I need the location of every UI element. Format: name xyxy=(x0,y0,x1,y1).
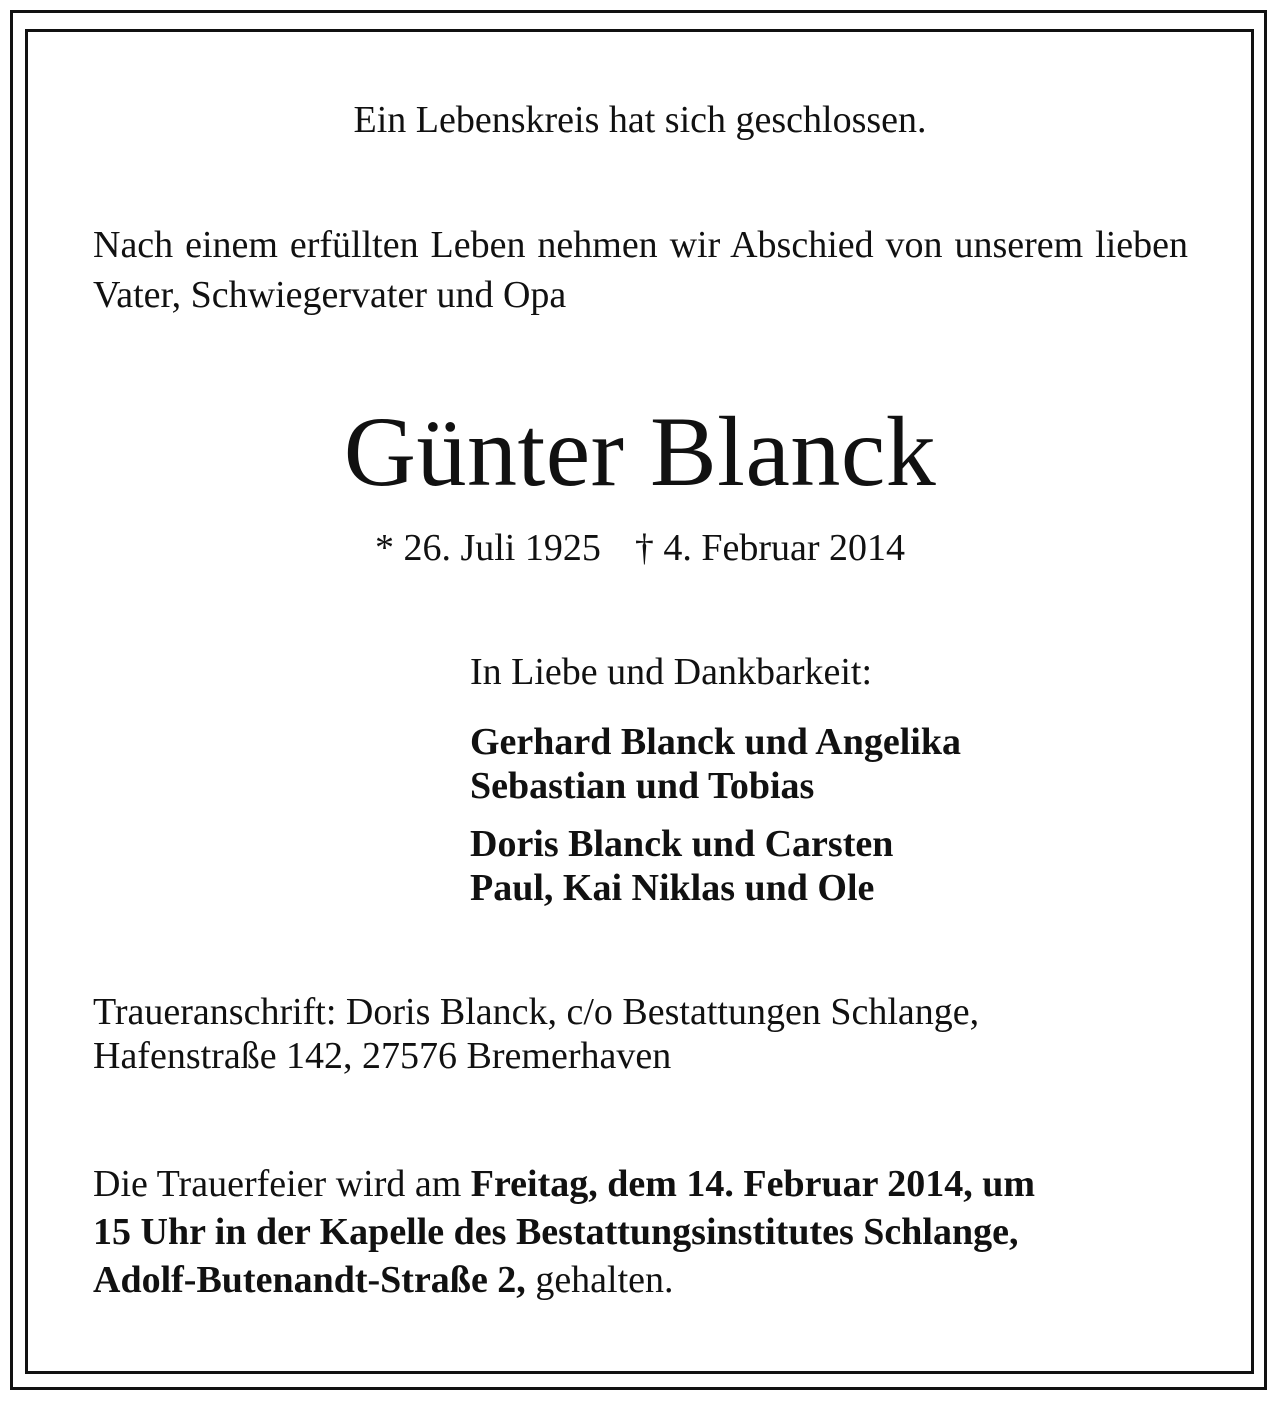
family-group-1 xyxy=(470,720,961,808)
ceremony-notice xyxy=(93,1160,1035,1304)
ceremony-location: Adolf-Butenandt-Straße 2, xyxy=(93,1259,526,1301)
family-line: Paul, Kai Niklas und Ole xyxy=(470,867,875,909)
motto: Ein Lebenskreis hat sich geschlossen. xyxy=(353,99,927,141)
thanks-line: In Liebe und Dankbarkeit: xyxy=(470,651,873,693)
death-date: † 4. Februar 2014 xyxy=(634,527,906,569)
ceremony-line-1 xyxy=(93,1160,1035,1208)
family-line: Sebastian und Tobias xyxy=(470,765,815,807)
ceremony-text: gehalten. xyxy=(525,1259,674,1301)
ceremony-line-3 xyxy=(93,1256,1035,1304)
ceremony-line-2: 15 Uhr in der Kapelle des Bestattungsinstitutes Schlange, xyxy=(93,1211,1019,1253)
birth-date: * 26. Juli 1925 xyxy=(374,527,601,569)
family-line: Gerhard Blanck und Angelika xyxy=(470,721,961,763)
address-line: Traueranschrift: Doris Blanck, c/o Bestattungen Schlange, xyxy=(93,991,980,1033)
life-dates xyxy=(0,524,1280,572)
mourning-address xyxy=(93,990,979,1078)
ceremony-date: Freitag, dem 14. Februar 2014, um xyxy=(470,1163,1036,1205)
family-group-2 xyxy=(470,822,893,910)
intro-text: Nach einem erfüllten Leben nehmen wir Abschied von unserem lieben Vater, Schwiegervater und Opa xyxy=(93,224,1188,316)
ceremony-text: Die Trauerfeier wird am xyxy=(93,1163,471,1205)
deceased-name: Günter Blanck xyxy=(343,396,937,507)
family-line: Doris Blanck und Carsten xyxy=(470,823,894,865)
address-line: Hafenstraße 142, 27576 Bremerhaven xyxy=(93,1035,672,1077)
